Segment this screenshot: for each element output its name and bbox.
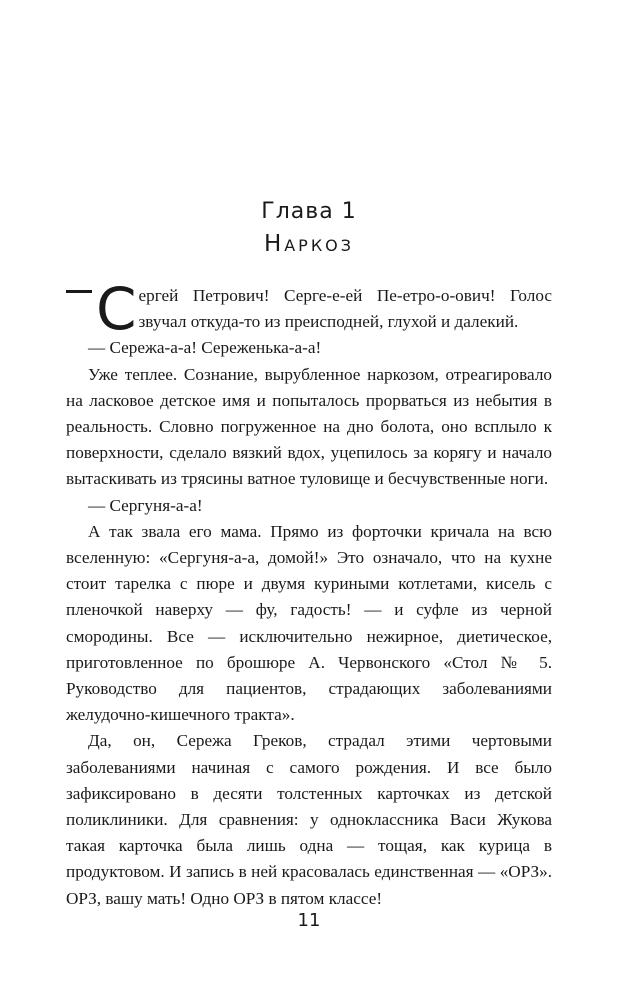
drop-cap: С: [96, 275, 137, 343]
paragraph-4: — Сергуня-а-а!: [88, 495, 203, 515]
paragraph-2: — Сережа-а-а! Сереженька-а-а!: [88, 338, 322, 358]
paragraph-3: Уже теплее. Сознание, вырубленное наркозом, отреагировало на ласковое детское имя и попыталось прорваться из небытия в реальность. Словно погруженное на дно болота, оно всплыло к поверхности, сделало вязкий вдох, уцепилось за корягу и начало вытаскивать из трясины ватное туловище и бесчувственные ноги.: [66, 364, 552, 489]
paragraph-5: А так звала его мама. Прямо из форточки кричала на всю вселенную: «Сергуня-а-а, домой!» Это означало, что на кухне стоит тарелка с пюре и двумя куриными котлетами, кисель с пленочкой наверху — фу, гадость! — и суфле из черной смородины. Все — исключительно нежирное, диетическое, приготовленное по брошюре А. Червонского «Стол № 5. Руководство для пациентов, страдающих заболеваниями желудочно-кишечного тракта».: [66, 521, 552, 725]
paragraph-1-text: ергей Петрович! Серге-е-ей Пе-етро-о-ович! Голос звучал откуда-то из преисподней, глухой и далекий.: [138, 286, 552, 332]
chapter-subtitle: Наркоз: [263, 231, 355, 257]
page-number: 11: [297, 910, 321, 931]
paragraph-1: [66, 275, 552, 343]
chapter-title: Глава 1: [261, 199, 357, 224]
drop-dash: [66, 290, 92, 293]
body-text: [66, 275, 552, 912]
paragraph-6: Да, он, Сережа Греков, страдал этими чертовыми заболеваниями начиная с самого рождения. И все было зафиксировано в десяти толстенных карточках из детской поликлиники. Для сравнения: у одноклассника Васи Жукова такая карточка была лишь одна — тощая, как курица в продуктовом. И запись в ней красовалась единственная — «ОРЗ». ОРЗ, вашу мать! Одно ОРЗ в пятом классе!: [66, 731, 552, 908]
